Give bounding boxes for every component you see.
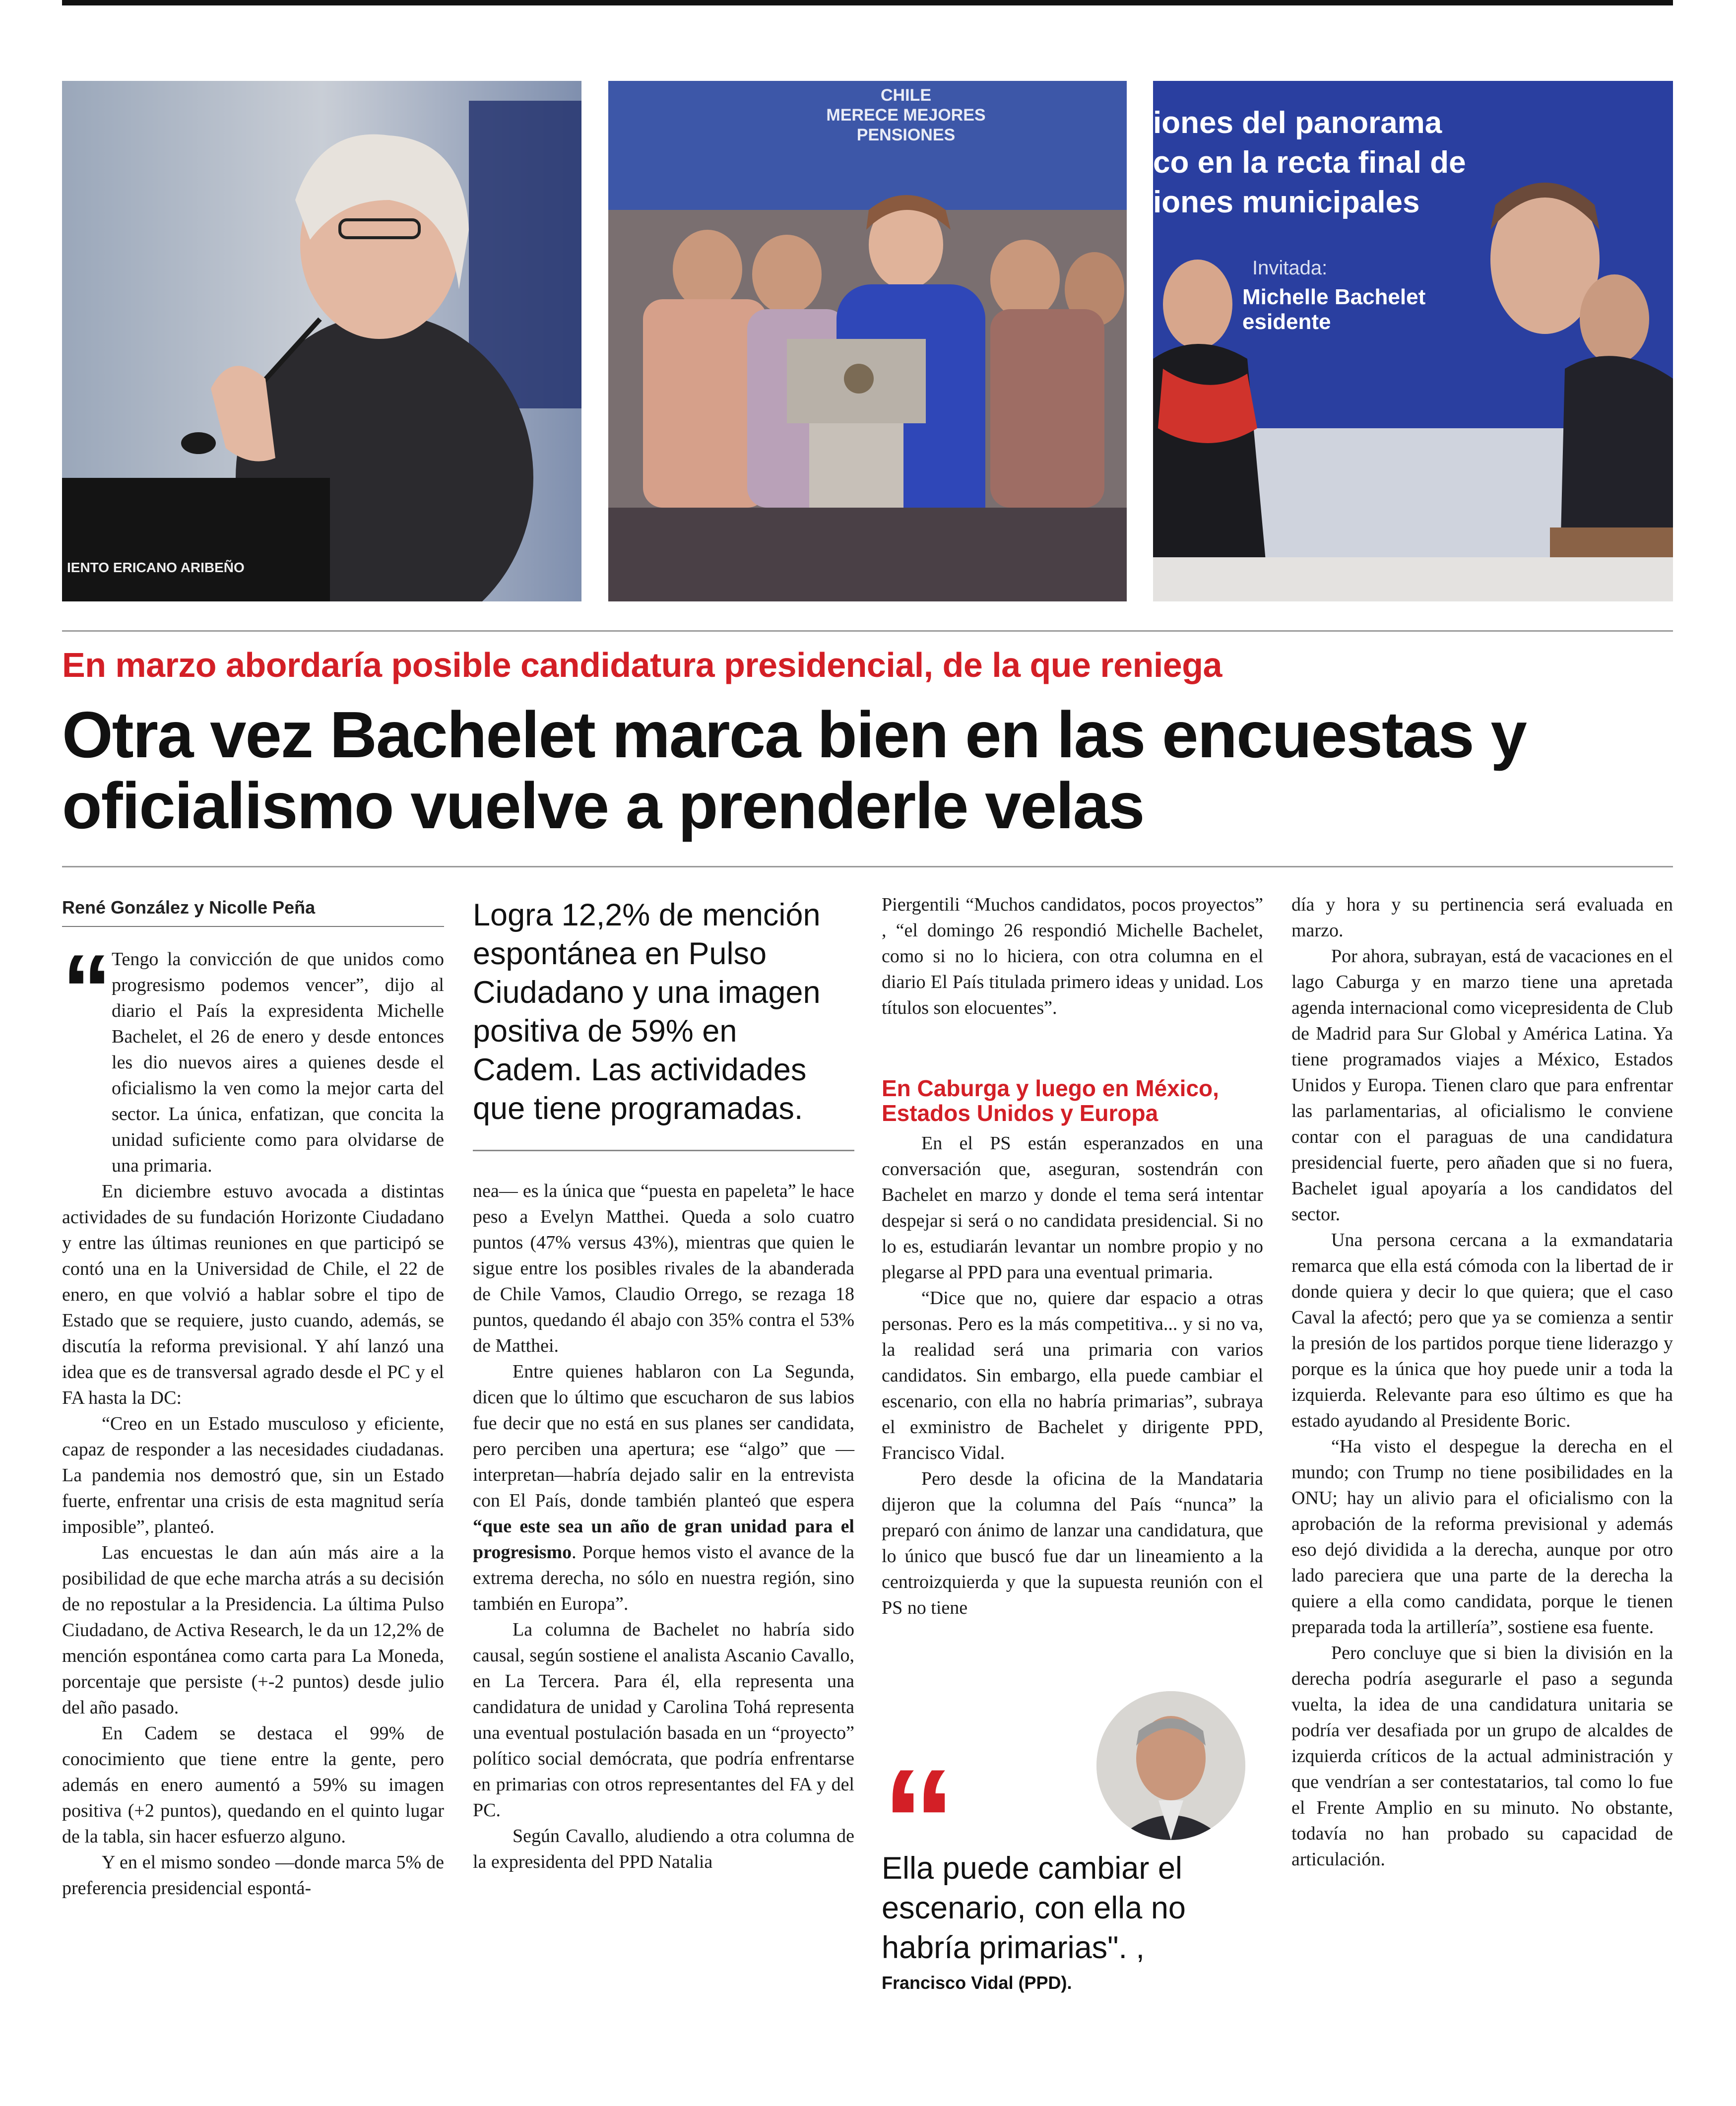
photo-bachelet-screen-image [1153, 81, 1673, 601]
pull-quote: Logra 12,2% de mención espontánea en Pulso Ciudadano y una imagen positiva de 59% en Cadem. Las actividades que tiene programadas. [473, 898, 821, 1126]
column-4 [1291, 892, 1673, 1872]
quote-author: Francisco Vidal (PPD). [882, 1973, 1072, 1993]
pull-quote-rule [473, 1150, 854, 1151]
column-2 [473, 1178, 854, 1875]
photo3-screen-name: Michelle Bachelet [1242, 285, 1426, 309]
col4-paragraph: día y hora y su pertinencia será evaluada en marzo. [1291, 894, 1673, 941]
top-rule [62, 0, 1673, 5]
col1-paragraph: En Cadem se destaca el 99% de conocimiento que tiene entre la gente, pero además en enero aumentó a 59% su imagen positiva (+2 puntos), quedando en el quinto lugar de la tabla, sin hacer esfuerzo alguno. [62, 1723, 444, 1847]
col1-paragraph: Las encuestas le dan aún más aire a la posibilidad de que eche marcha atrás a su decisión de no repostular a la Presidencia. La última Pulso Ciudadano, de Activa Research, le da un 12,2% de mención espontánea como carta para La Moneda, porcentaje que persiste (+-2 puntos) desde julio del año pasado. [62, 1542, 444, 1718]
avatar-francisco-vidal [1096, 1691, 1245, 1840]
col3-paragraph: Piergentili “Muchos candidatos, pocos proyectos” , “el domingo 26 respondió Michelle Bachelet, como si no lo hiciera, con otra columna en el diario El País titulada primero ideas y unidad. Los títulos son elocuentes”. [882, 894, 1263, 1018]
col1-paragraph: Tengo la convicción de que unidos como progresismo podemos vencer”, dijo al diario el País la expresidenta Michelle Bachelet, el 26 de enero y desde entonces les dio nuevos aires a quienes desde el oficialismo la ven como la mejor carta del sector. La única, enfatizan, que concita la unidad suficiente como para olvidarse de una primaria. [112, 949, 444, 1176]
col2-paragraph: Según Cavallo, aludiendo a otra columna de la expresidenta del PPD Natalia [473, 1826, 854, 1872]
opening-quote-mark: “ [62, 934, 112, 1045]
photo-bachelet-pensiones-event [608, 81, 1127, 601]
col2-text: Entre quienes hablaron con La Segunda, dicen que lo último que escucharon de sus labios fue decir que no está en sus planes ser candidata, pero perciben una apertura; ese “algo” que —interpretan—habría dejado salir en la entrevista con El País, donde también planteó que espera [473, 1361, 854, 1511]
photo-bachelet-screen-event [1153, 81, 1673, 601]
col3-paragraph: En el PS están esperanzados en una conversación que, aseguran, sostendrán con Bachelet en marzo y donde el tema será intentar despejar si será o no candidata presidencial. Si no lo es, estudiarán levantar un nombre propio y no plegarse al PPD para una eventual primaria. [882, 1133, 1263, 1283]
photo3-screen-line3: iones municipales [1153, 185, 1420, 219]
photo3-screen-line1: iones del panorama [1153, 106, 1442, 140]
col4-paragraph: “Ha visto el despegue la derecha en el mundo; con Trump no tiene posibilidades en la ONU; hay un alivio para el oficialismo con la aprobación de la reforma previsional y además eso dejó dividida a la derecha, aunque por otro lado pareciera que una parte de la derecha la quiere a ella como candidata, porque le tienen preparada toda la artillería”, sostiene esa fuente. [1291, 1436, 1673, 1638]
col3-paragraph: “Dice que no, quiere dar espacio a otras personas. Pero es la más competitiva... y si no va, la realidad será una primaria con varios candidatos. Sin embargo, ella puede cambiar el escenario, con ella no habría primarias”, subraya el exministro de Bachelet y dirigente PPD, Francisco Vidal. [882, 1288, 1263, 1463]
col2-paragraph: nea— es la única que “puesta en papeleta” le hace peso a Evelyn Matthei. Queda a solo cuatro puntos (47% versus 43%), mientras que quien le sigue entre los posibles rivales de la abanderada de Chile Vamos, Claudio Orrego, se rezaga 18 puntos, quedando él abajo con 35% contra el 53% de Matthei. [473, 1181, 854, 1356]
photo-bachelet-podium [62, 81, 581, 601]
quote-mark-red: “ [882, 1738, 956, 1905]
col2-paragraph: La columna de Bachelet no habría sido causal, según sostiene el analista Ascanio Cavallo, en La Tercera. Para él, ella representa una candidatura de unidad y Carolina Tohá representa una eventual postulación basada en un “proyecto” político social demócrata, que podría enfrentarse en primarias con otros representantes del FA y del PC. [473, 1619, 854, 1821]
col1-paragraph: Y en el mismo sondeo —donde marca 5% de preferencia presidencial espontá- [62, 1852, 444, 1899]
photo-bachelet-podium-image [62, 81, 581, 601]
photo3-screen-role: esidente [1242, 310, 1331, 334]
col1-paragraph: “Creo en un Estado musculoso y eficiente, capaz de responder a las necesidades ciudadanas. La pandemia nos demostró que, sin un Estado fuerte, enfrentar una crisis de esta magnitud sería imposible”, planteó. [62, 1413, 444, 1537]
column-3-continued [882, 1130, 1263, 1621]
photo2-banner-line1: CHILE [881, 86, 931, 105]
col2-text: . Porque hemos visto el avance de la extrema derecha, no sólo en nuestra región, sino también en Europa”. [473, 1542, 854, 1614]
col1-paragraph: En diciembre estuvo avocada a distintas actividades de su fundación Horizonte Ciudadano y entre las últimas reuniones en que participó se contó una en la Universidad de Chile, el 22 de enero, en que volvió a hablar sobre el tipo de Estado que se requiere, justo cuando, además, se discutía la reforma previsional. Y ahí lanzó una idea que es de transversal agrado desde el PC y el FA hasta la DC: [62, 1181, 444, 1408]
photo3-screen-line2: co en la recta final de [1153, 145, 1466, 180]
col3-paragraph: Pero desde la oficina de la Mandataria dijeron que la columna del País “nunca” la preparó con ánimo de lanzar una candidatura, que lo único que buscó fue dar un lineamiento a la centroizquierda y que la supuesta reunión con el PS no tiene [882, 1468, 1263, 1618]
avatar-portrait-image [1096, 1691, 1245, 1840]
photo2-banner-line2: MERECE MEJORES [826, 106, 986, 125]
photo2-banner-line3: PENSIONES [856, 126, 956, 144]
quote-text: Ella puede cambiar el escenario, con ella no habría primarias". , [882, 1851, 1186, 1965]
byline-rule [62, 926, 444, 927]
col4-paragraph: Por ahora, subrayan, está de vacaciones en el lago Caburga y en marzo tiene una apretada agenda internacional como vicepresidenta de Club de Madrid para Sur Global y América Latina. Ya tiene programados viajes a México, Estados Unidos y Europa. Tienen claro que para enfrentar las parlamentarias, al oficialismo le conviene contar con el paraguas de una candidatura presidencial fuerte, pero añaden que si no fuera, Bachelet igual apoyaría a los candidatos del sector. [1291, 946, 1673, 1225]
article-subhead: En Caburga y luego en México, Estados Unidos y Europa [882, 1075, 1219, 1126]
article-kicker: En marzo abordaría posible candidatura presidencial, de la que reniega [62, 646, 1222, 684]
section-rule-headline [62, 866, 1673, 867]
photo3-screen-invitada: Invitada: [1252, 257, 1328, 279]
article-byline: René González y Nicolle Peña [62, 897, 316, 918]
col4-paragraph: Pero concluye que si bien la división en la derecha podría asegurarle el paso a segunda vuelta, la idea de una candidatura unitaria se podría ver desafiada por un grupo de alcaldes de izquierda críticos de la actual administración y que vendrían a ser contestatarios, tal como lo fue el Frente Amplio en su minuto. No obstante, todavía no han probado su capacidad de articulación. [1291, 1643, 1673, 1870]
col2-bold-quote: “que este sea un año de gran unidad para el progresismo [473, 1516, 854, 1563]
column-3 [882, 892, 1263, 1021]
col2-paragraph-with-bold [473, 1359, 854, 1617]
col4-paragraph: Una persona cercana a la exmandataria remarca que ella está cómoda con la libertad de ir donde quiera y decir lo que quiera; que el caso Caval la afectó; pero que ya se comienza a sentir la presión de los partidos porque tiene liderazgo y porque es la única que hoy puede unir a toda la izquierda. Relevante para eso último es que ha estado ayudando al Presidente Boric. [1291, 1230, 1673, 1431]
section-rule-top [62, 630, 1673, 632]
article-headline: Otra vez Bachelet marca bien en las encuestas y oficialismo vuelve a prenderle velas [62, 698, 1526, 842]
photo-bachelet-pensiones-image [608, 81, 1127, 601]
photo1-sign-text: IENTO ERICANO ARIBEÑO [67, 560, 245, 575]
column-1 [62, 934, 444, 1901]
